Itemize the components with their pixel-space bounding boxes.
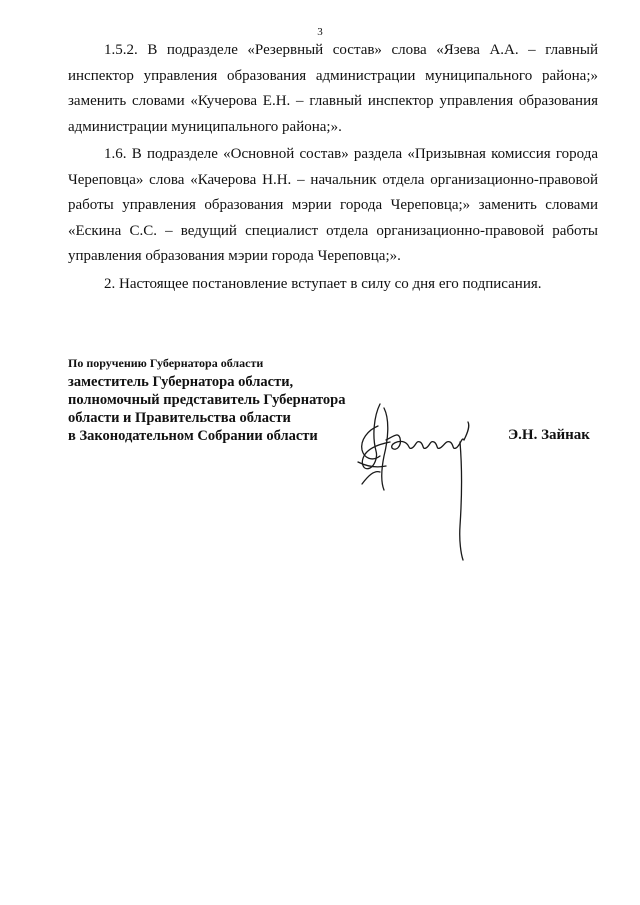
signer-title-line-1: заместитель Губернатора области, bbox=[68, 374, 294, 390]
signature-block bbox=[68, 355, 368, 445]
assignment-line: По поручению Губернатора области bbox=[68, 356, 264, 370]
signer-name: Э.Н. Зайнак bbox=[508, 427, 590, 443]
paragraph-2: 2. Настоящее постановление вступает в силу со дня его подписания. bbox=[104, 275, 542, 292]
signer-title-line-2: полномочный представитель Губернатора bbox=[68, 392, 346, 408]
signer-title-line-4: в Законодательном Собрании области bbox=[68, 428, 318, 444]
signer-title-line-3: области и Правительства области bbox=[68, 410, 291, 426]
paragraph-1-5-2: 1.5.2. В подразделе «Резервный состав» слова «Язева А.А. – главный инспектор управления образования администрации муниципального района;» заменить словами «Кучерова Е.Н. – главный инспектор управления образования администрации муниципального района;». bbox=[68, 42, 598, 135]
handwritten-signature bbox=[350, 396, 490, 566]
document-body bbox=[68, 38, 598, 299]
page-number: 3 bbox=[317, 26, 323, 38]
paragraph-1-6: 1.6. В подразделе «Основной состав» раздела «Призывная комиссия города Череповца» слова «Качерова Н.Н. – начальник отдела организационно-правовой работы управления образования мэрии города Череповца;» заменить словами «Ескина С.С. – ведущий специалист отдела организационно-правовой работы управления образования мэрии города Череповца;». bbox=[68, 146, 598, 264]
